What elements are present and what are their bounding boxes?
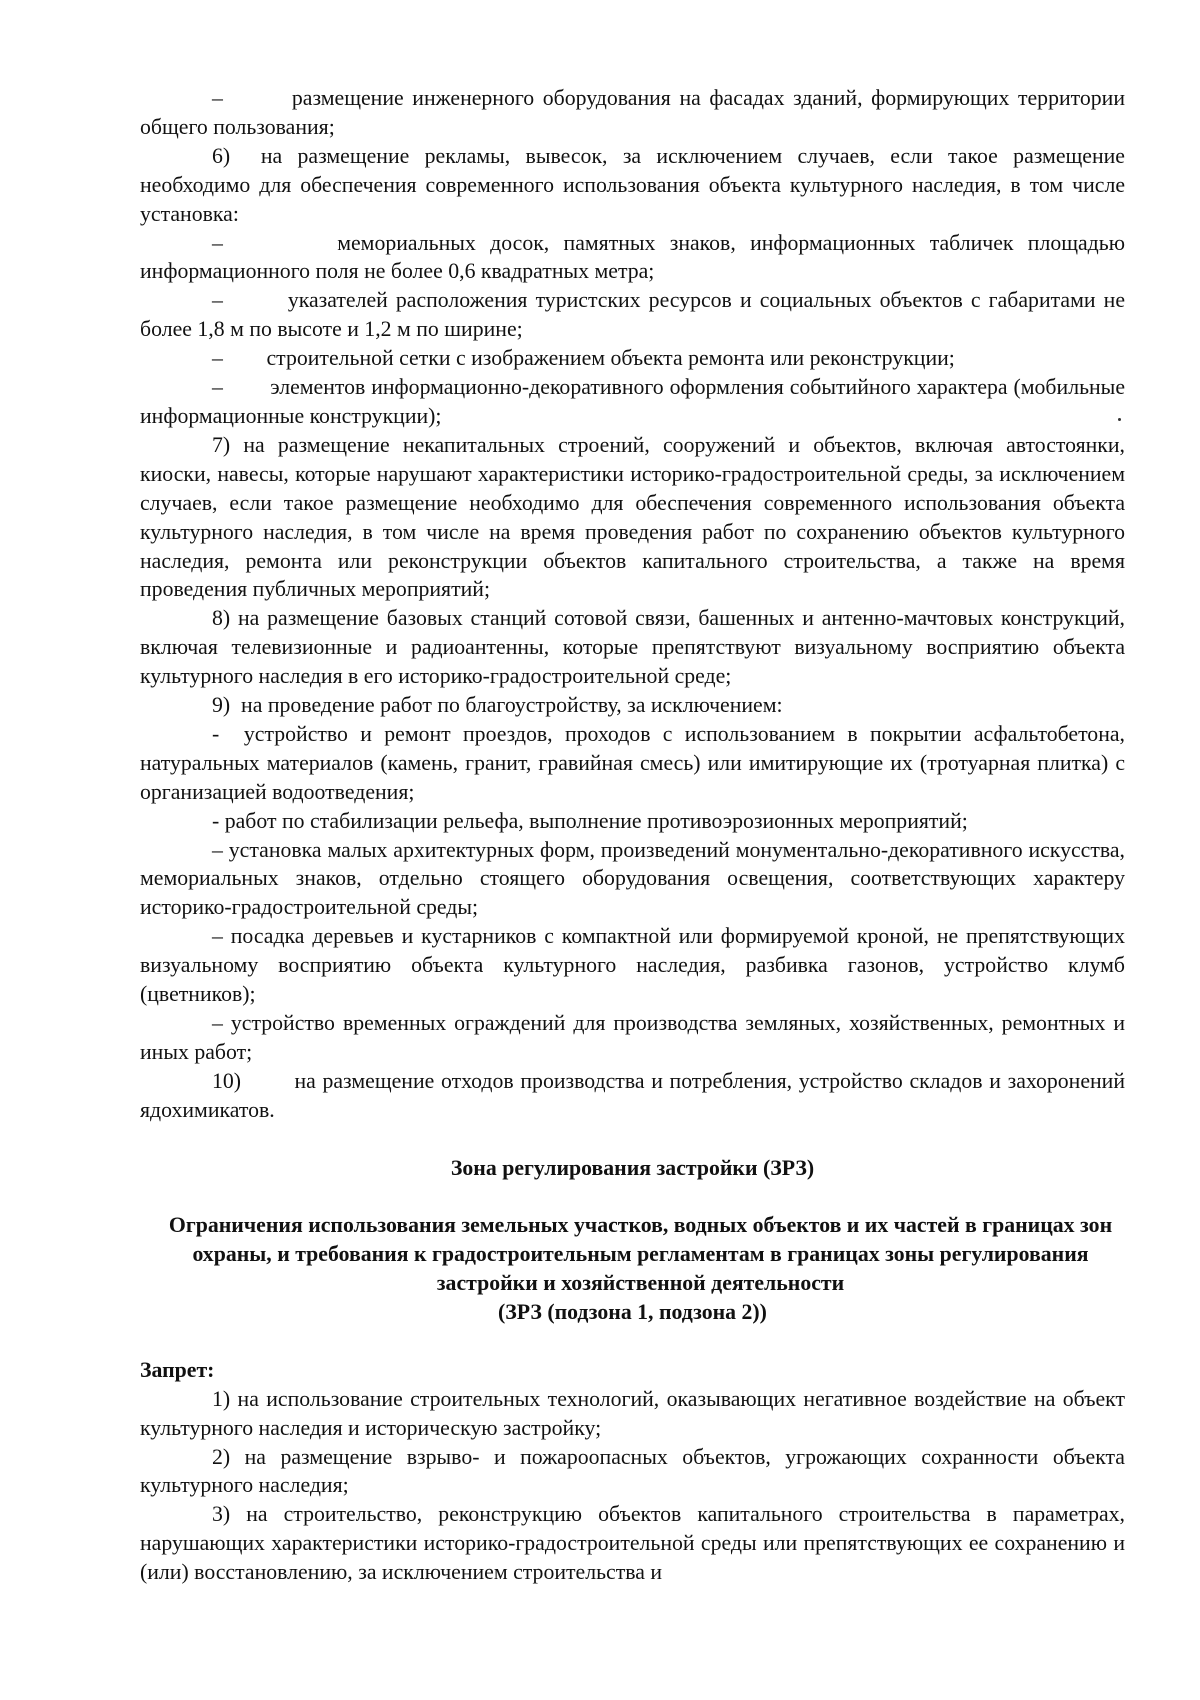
paragraph-item-10: 10) на размещение отходов производства и потребления, устройство складов и захоронений ядохимикатов. <box>140 1068 1125 1122</box>
paragraph-ban-3: 3) на строительство, реконструкцию объектов капитального строительства в параметрах, нарушающих характеристики историко-градостроительной среды или препятствующих ее сохранению и (или) восстановлению, за исключением строительства и <box>140 1502 1125 1585</box>
restrictions-subheading: (ЗРЗ (подзона 1, подзона 2)) <box>498 1300 767 1325</box>
list-item-dash: – устройство временных ограждений для производства земляных, хозяйственных, ремонтных и иных работ; <box>140 1011 1125 1064</box>
paragraph-item-6: 6) на размещение рекламы, вывесок, за исключением случаев, если такое размещение необходимо для обеспечения современного использования объекта культурного наследия, в том числе установка: <box>140 143 1125 226</box>
spacer <box>140 1125 1125 1154</box>
list-item-dash: – строительной сетки с изображением объекта ремонта или реконструкции; <box>212 346 955 371</box>
paragraph-item-8: 8) на размещение базовых станций сотовой связи, башенных и антенно-мачтовых конструкций, включая телевизионные и радиоантенны, которые препятствуют визуальному восприятию объекта культурного наследия в его историко-градостроительной среде; <box>140 606 1125 689</box>
list-item-dash: - устройство и ремонт проездов, проходов с использованием в покрытии асфальтобетона, натуральных материалов (камень, гранит, гравийная смесь) или имитирующие их (тротуарная плитка) с организацией водоотведения; <box>140 721 1125 804</box>
ban-label: Запрет: <box>140 1357 215 1382</box>
list-item-dash: – указателей расположения туристских ресурсов и социальных объектов с габаритами не более 1,8 м по высоте и 1,2 м по ширине; <box>140 288 1125 342</box>
restrictions-heading: Ограничения использования земельных участков, водных объектов и их частей в границах зон охраны, и требования к градостроительным регламентам в границах зоны регулирования застройки и хозяйственной деятельности <box>168 1213 1113 1296</box>
paragraph-item-9: 9) на проведение работ по благоустройству, за исключением: <box>212 693 783 718</box>
zone-title: Зона регулирования застройки (ЗРЗ) <box>450 1155 815 1180</box>
list-item-dash: - работ по стабилизации рельефа, выполнение противоэрозионных мероприятий; <box>212 808 968 833</box>
list-item-dash: – элементов информационно-декоративного оформления событийного характера (мобильные информационные конструкции); <box>140 375 1125 428</box>
list-item-dash: – размещение инженерного оборудования на фасадах зданий, формирующих территории общего пользования; <box>140 86 1125 139</box>
list-item-dash: – установка малых архитектурных форм, произведений монументально-декоративного искусства, мемориальных знаков, отдельно стоящего оборудования освещения, соответствующих характеру историко-градостроительной среды; <box>140 837 1125 920</box>
paragraph-item-7: 7) на размещение некапитальных строений, сооружений и объектов, включая автостоянки, киоски, навесы, которые нарушают характеристики историко-градостроительной среды, за исключением случаев, если такое размещение необходимо для обеспечения современного использования объекта культурного наследия, в том числе на время проведения работ по сохранению объектов культурного наследия, ремонта или реконструкции объектов капитального строительства, а также на время проведения публичных мероприятий; <box>140 432 1125 602</box>
spacer <box>140 1182 1125 1211</box>
spacer <box>140 1327 1125 1356</box>
paragraph-ban-1: 1) на использование строительных технологий, оказывающих негативное воздействие на объект культурного наследия и историческую застройку; <box>140 1386 1125 1440</box>
document-body <box>140 84 1125 1587</box>
scan-speck <box>1118 418 1121 421</box>
list-item-dash: – посадка деревьев и кустарников с компактной или формируемой кроной, не препятствующих визуальному восприятию объекта культурного наследия, разбивка газонов, устройство клумб (цветников); <box>140 924 1125 1007</box>
paragraph-ban-2: 2) на размещение взрыво- и пожароопасных объектов, угрожающих сохранности объекта культурного наследия; <box>140 1444 1125 1498</box>
list-item-dash: – мемориальных досок, памятных знаков, информационных табличек площадью информационного поля не более 0,6 квадратных метра; <box>140 230 1125 284</box>
